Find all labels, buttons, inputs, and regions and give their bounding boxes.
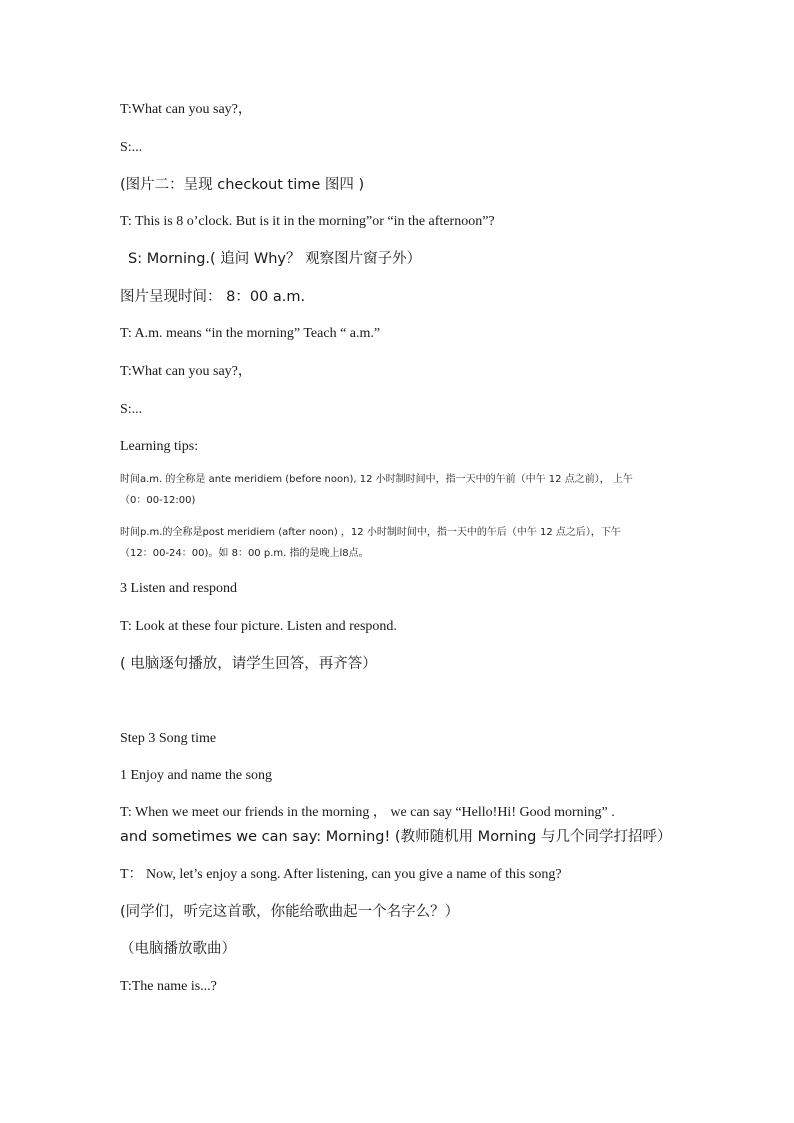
instruction-line: ( 电脑逐句播放，请学生回答，再齐答） [120,656,377,672]
instruction-line: (图片二：呈现 checkout time 图四 ) [120,177,365,193]
instruction-line: (同学们，听完这首歌，你能给歌曲起一个名字么？） [120,904,460,920]
dialogue-line: T:The name is...? [120,979,217,994]
dialogue-line: S:... [120,402,143,417]
dialogue-line: S:... [120,140,143,155]
dialogue-line: T: When we meet our friends in the morning ， we can say “Hello!Hi! Good morning” . [120,805,615,820]
tip-line: （0：00-12:00) [120,495,196,506]
dialogue-line: T: This is 8 o’clock. But is it in the morning”or “in the afternoon”? [120,214,495,229]
tip-line: 时间a.m. 的全称是 ante meridiem (before noon), 12 小时制时间中，指一天中的午前（中午 12 点之前）， 上午 [120,474,633,485]
dialogue-line: S: Morning.( 追问 Why？ 观察图片窗子外） [128,251,422,267]
dialogue-line: T:What can you say?， [120,364,252,379]
tip-line: （12：00-24：00)。如 8：00 p.m. 指的是晚上l8点。 [120,548,369,559]
dialogue-line: T： Now, let’s enjoy a song. After listening, can you give a name of this song? [120,867,562,882]
dialogue-line: and sometimes we can say: Morning! (教师随机用 Morning 与几个同学打招呼） [120,829,672,845]
tip-line: 时间p.m.的全称是post meridiem (after noon) ，12 小时制时间中，指一天中的午后（中午 12 点之后），下午 [120,527,621,538]
dialogue-line: T: A.m. means “in the morning” Teach “ a.m.” [120,326,381,341]
section-heading: 3 Listen and respond [120,581,238,596]
instruction-line: 图片呈现时间： 8：00 a.m. [120,289,306,305]
section-heading: Learning tips: [120,439,199,454]
dialogue-line: T: Look at these four picture. Listen and respond. [120,619,397,634]
instruction-line: （电脑播放歌曲） [120,941,236,957]
dialogue-line: T:What can you say?， [120,102,252,117]
section-heading: Step 3 Song time [120,731,217,746]
section-heading: 1 Enjoy and name the song [120,768,273,783]
